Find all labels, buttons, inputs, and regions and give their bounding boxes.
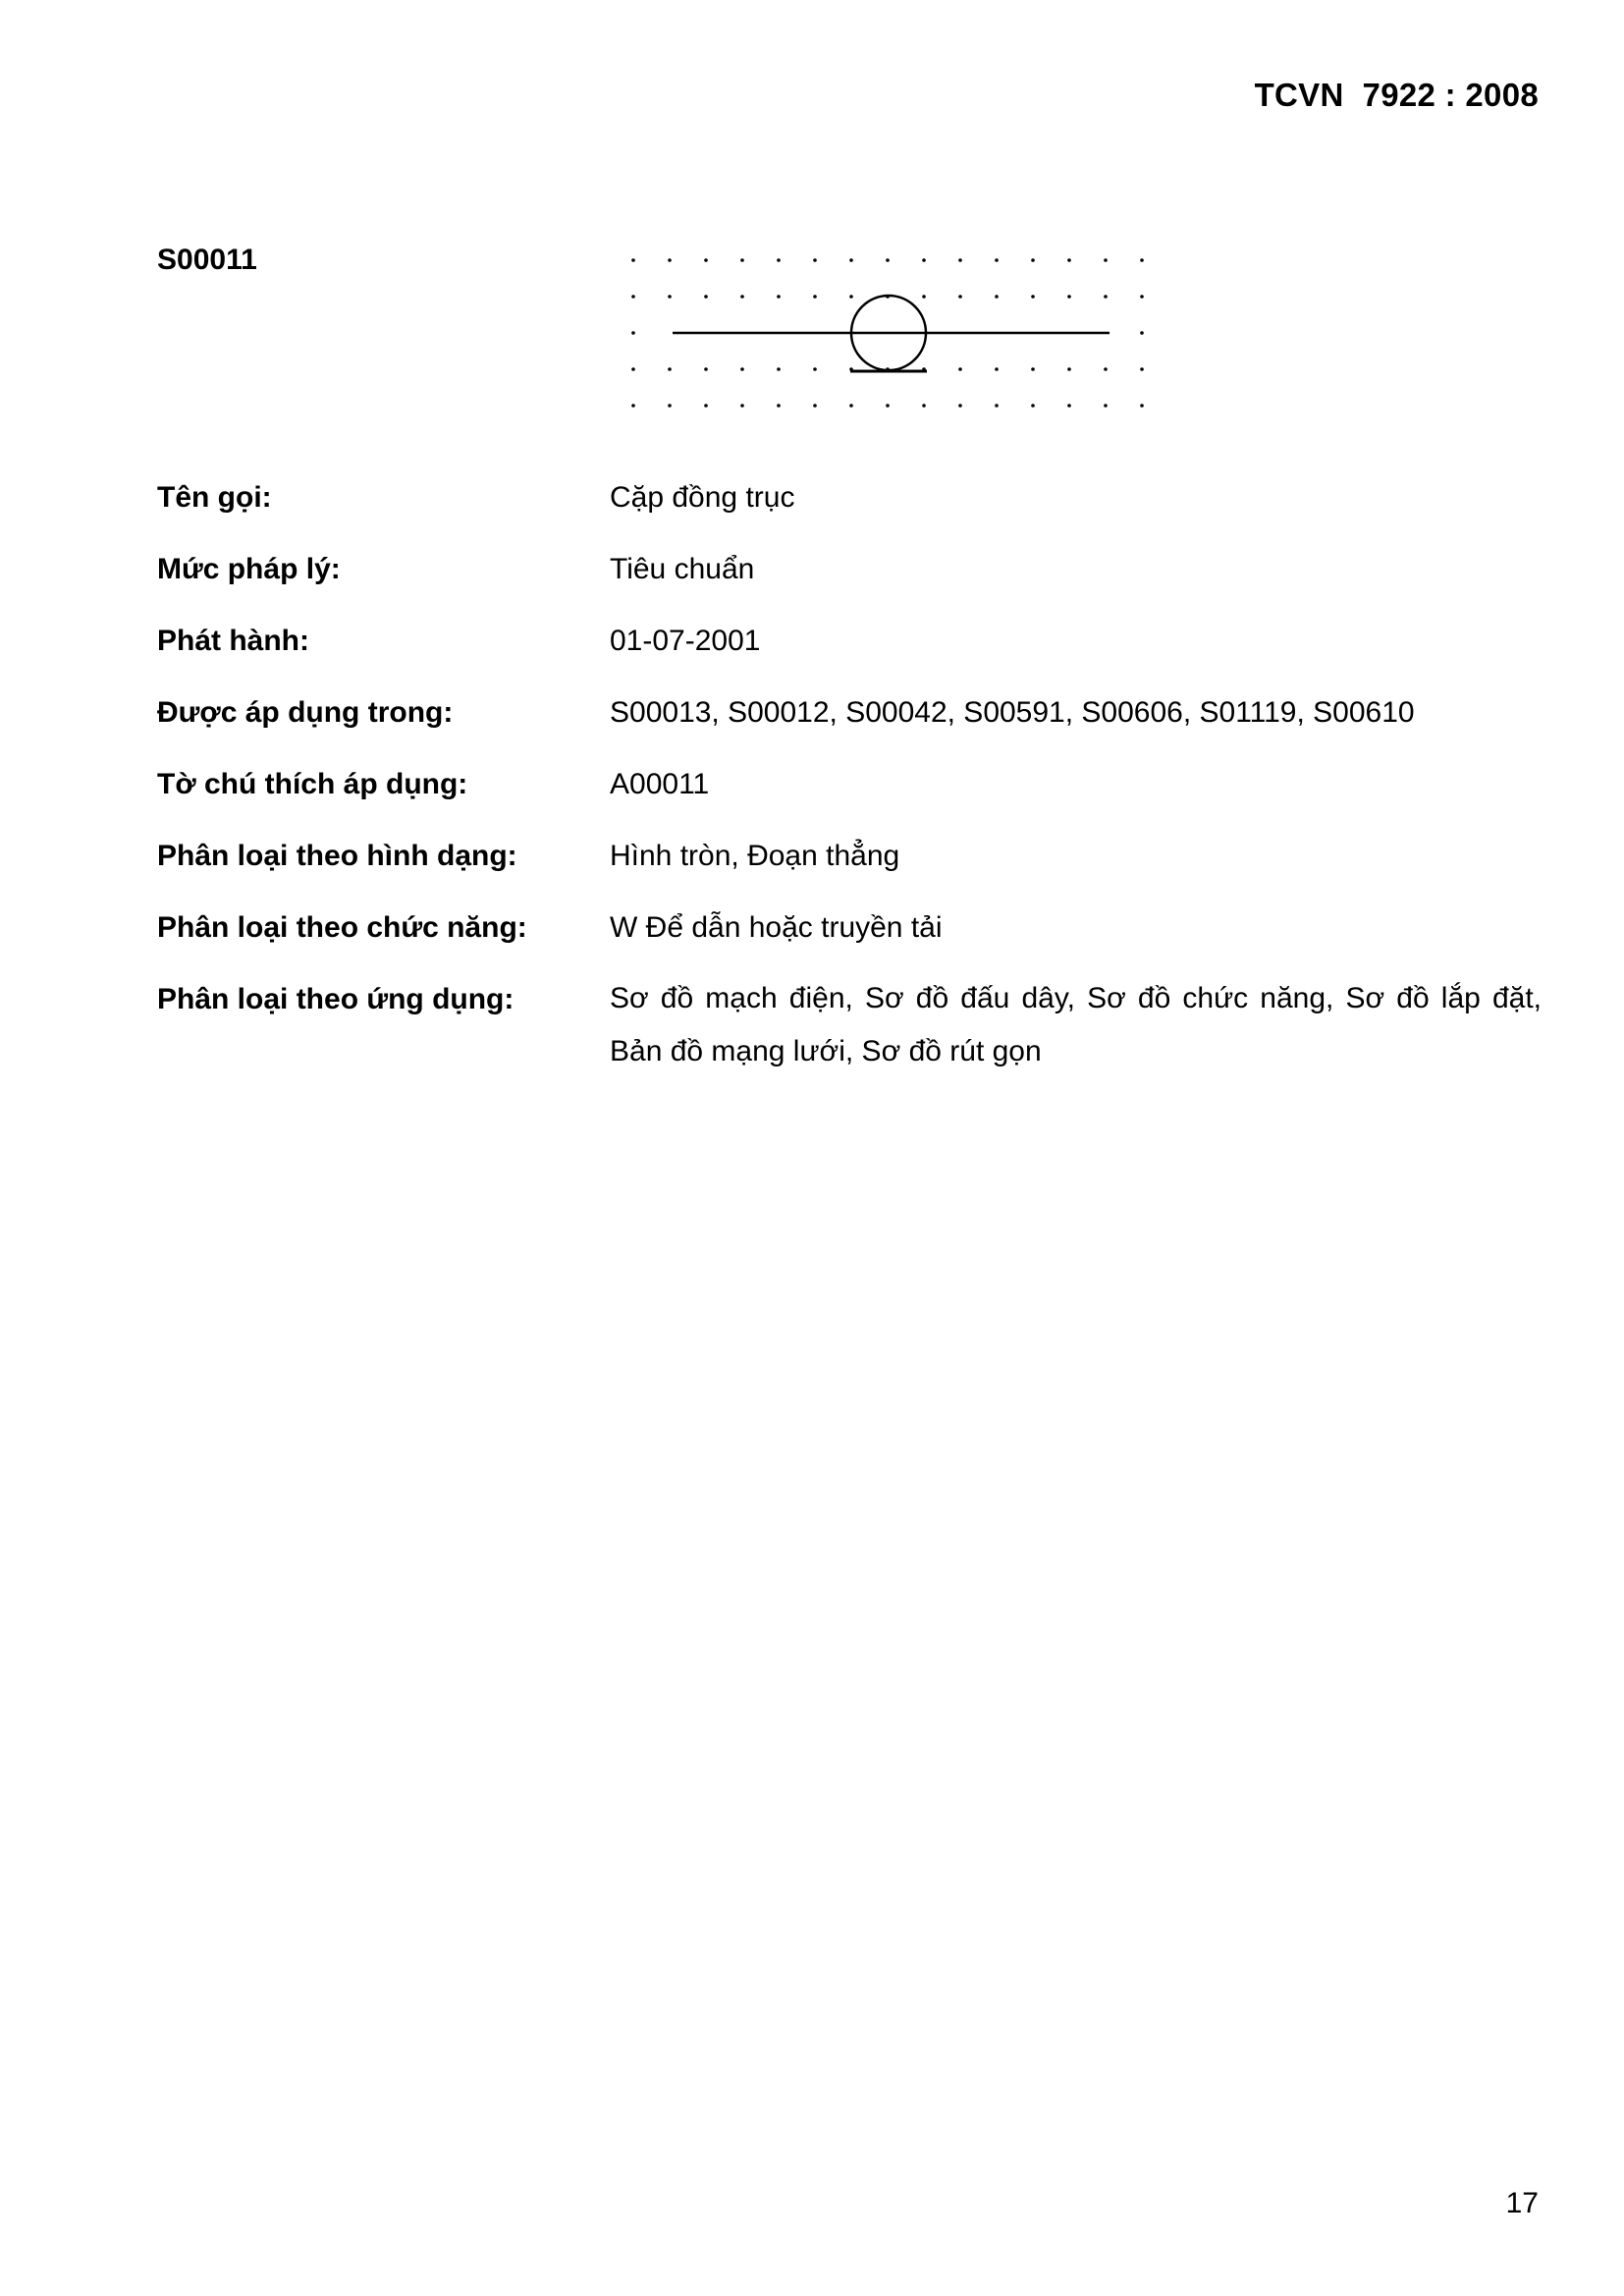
attribute-label: Phát hành: (157, 625, 309, 657)
grid-dot (777, 258, 781, 262)
grid-dot (631, 331, 635, 335)
grid-dot (958, 404, 962, 408)
grid-dot (1140, 331, 1144, 335)
grid-dot (958, 367, 962, 371)
grid-dot (1067, 258, 1071, 262)
grid-dot (995, 404, 999, 408)
grid-dot (849, 295, 853, 299)
attribute-label: Phân loại theo ứng dụng: (157, 983, 514, 1015)
grid-dot (1104, 295, 1108, 299)
grid-dot (740, 258, 744, 262)
grid-dot (1140, 367, 1144, 371)
attribute-row (157, 462, 1542, 533)
grid-dot (886, 258, 890, 262)
attribute-value: Cặp đồng trục (610, 481, 795, 514)
grid-dot (813, 404, 817, 408)
grid-dot (1067, 295, 1071, 299)
attribute-value: 01-07-2001 (610, 625, 761, 657)
grid-dot (631, 367, 635, 371)
attribute-value: Tiêu chuẩn (610, 553, 755, 585)
attribute-value: Sơ đồ mạch điện, Sơ đồ đấu dây, Sơ đồ chức năng, Sơ đồ lắp đặt, Bản đồ mạng lưới, Sơ đồ rút gọn (610, 982, 1542, 1067)
grid-dot (1031, 404, 1035, 408)
grid-dot (922, 258, 926, 262)
attribute-value: A00011 (610, 768, 710, 800)
attribute-row (157, 605, 1542, 677)
grid-dot (1067, 404, 1071, 408)
grid-dot (886, 404, 890, 408)
grid-dot (813, 367, 817, 371)
grid-dot (958, 258, 962, 262)
page-number: 17 (1505, 2187, 1539, 2219)
symbol-code: S00011 (157, 244, 257, 276)
grid-dot (1104, 367, 1108, 371)
grid-dot (849, 258, 853, 262)
grid-dot (631, 258, 635, 262)
attribute-value: S00013, S00012, S00042, S00591, S00606, S01119, S00610 (610, 696, 1415, 729)
grid-dot (958, 295, 962, 299)
grid-dot (813, 258, 817, 262)
coaxial-pair-symbol (619, 246, 1168, 422)
grid-dot (777, 295, 781, 299)
grid-dot (1031, 258, 1035, 262)
grid-dot (704, 367, 708, 371)
attribute-row (157, 820, 1542, 892)
grid-dot (1140, 404, 1144, 408)
grid-dot (1104, 258, 1108, 262)
attribute-value: Hình tròn, Đoạn thẳng (610, 840, 900, 872)
grid-dot (922, 295, 926, 299)
grid-dot (1140, 295, 1144, 299)
attribute-label: Được áp dụng trong: (157, 696, 454, 729)
grid-dot (668, 295, 672, 299)
grid-dot (740, 295, 744, 299)
grid-dot (1031, 367, 1035, 371)
grid-dot (704, 295, 708, 299)
attribute-label: Tờ chú thích áp dụng: (157, 768, 468, 800)
grid-dot (704, 404, 708, 408)
grid-dot (995, 367, 999, 371)
grid-dot (631, 295, 635, 299)
grid-dot (1067, 367, 1071, 371)
attribute-table (157, 462, 1542, 1078)
grid-dot (668, 404, 672, 408)
grid-dot (668, 258, 672, 262)
grid-dot (995, 258, 999, 262)
grid-dot (631, 404, 635, 408)
attribute-row (157, 677, 1542, 748)
attribute-row (157, 963, 1542, 1078)
attribute-label: Tên gọi: (157, 481, 272, 514)
attribute-label: Phân loại theo hình dạng: (157, 840, 517, 872)
attribute-row (157, 533, 1542, 605)
grid-dot (777, 367, 781, 371)
grid-dot (995, 295, 999, 299)
grid-dot (704, 258, 708, 262)
grid-dot (1140, 258, 1144, 262)
attribute-label: Mức pháp lý: (157, 553, 341, 585)
grid-dot (740, 404, 744, 408)
attribute-value: W Để dẫn hoặc truyền tải (610, 911, 943, 944)
grid-dot (1031, 295, 1035, 299)
grid-dot (813, 295, 817, 299)
grid-dot (668, 367, 672, 371)
attribute-row (157, 748, 1542, 820)
grid-dot (849, 404, 853, 408)
grid-dot (777, 404, 781, 408)
grid-dot (740, 367, 744, 371)
standard-header: TCVN 7922 : 2008 (1254, 77, 1539, 113)
attribute-label: Phân loại theo chức năng: (157, 911, 527, 944)
attribute-row (157, 892, 1542, 963)
grid-dot (922, 404, 926, 408)
grid-dot (1104, 404, 1108, 408)
